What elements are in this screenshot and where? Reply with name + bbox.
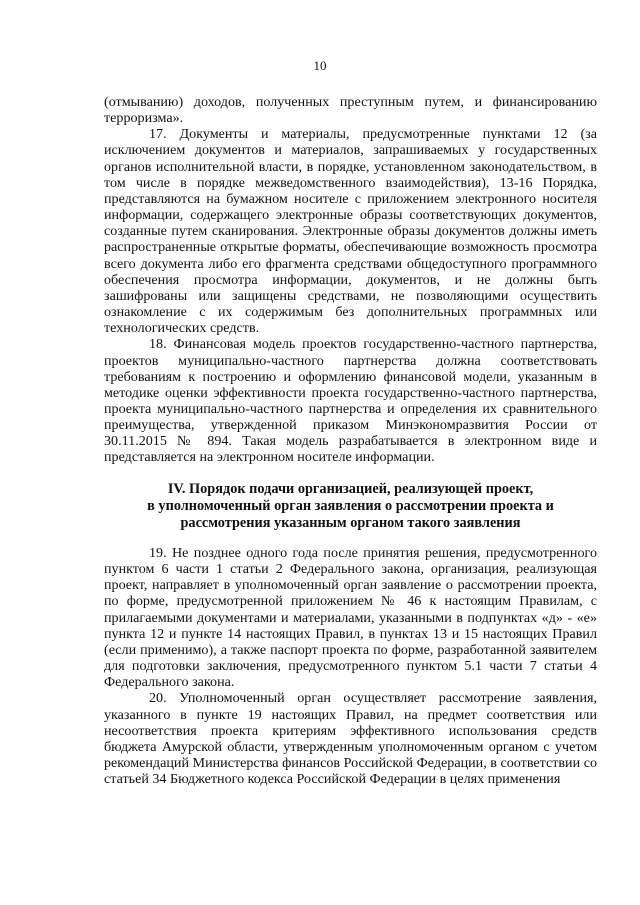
page-number: 10 — [313, 58, 327, 73]
section-heading-line-2: в уполномоченный орган заявления о рассмотрении проекта и — [147, 498, 554, 514]
paragraph-19: 19. Не позднее одного года после принятия решения, предусмотренного пунктом 6 части 1 статьи 2 Федерального закона, организация, реализующая проект, направляет в уполномоченный орган заявление о рассмотрении проекта, по форме, предусмотренной приложением № 46 к настоящим Правилам, с прилагаемыми документами и материалами, указанными в подпунктах «д» - «е» пункта 12 и пункте 14 настоящих Правил, в пунктах 13 и 15 настоящих Правил (если применимо), а также паспорт проекта по форме, разработанной заявителем для подготовки заключения, предусмотренного пунктом 5.1 части 7 статьи 4 Федерального закона. — [104, 545, 597, 691]
text-block-before-heading — [104, 94, 597, 466]
paragraph-20: 20. Уполномоченный орган осуществляет рассмотрение заявления, указанного в пункте 19 настоящих Правил, на предмет соответствия или несоответствия проекта критериям эффективного использования средств бюджета Амурской области, утвержденным уполномоченным органом с учетом рекомендаций Министерства финансов Российской Федерации, в соответствии со статьей 34 Бюджетного кодекса Российской Федерации в целях применения — [104, 690, 597, 788]
text-block-after-heading — [104, 545, 597, 787]
paragraph-continuation: (отмыванию) доходов, полученных преступным путем, и финансированию терроризма». — [104, 94, 597, 127]
section-heading — [104, 481, 597, 532]
paragraph-17: 17. Документы и материалы, предусмотренные пунктами 12 (за исключением документов и материалов, запрашиваемых у государственных органов исполнительной власти, в порядке, установленном законодательством, в том числе в порядке межведомственного взаимодействия), 13-16 Порядка, представляются на бумажном носителе с приложением электронного носителя информации, содержащего электронные образы соответствующих документов, созданные путем сканирования. Электронные образы документов должны иметь распространенные открытые форматы, обеспечивающие возможность просмотра всего документа либо его фрагмента средствами общедоступного программного обеспечения просмотра информации, документов, и не должны быть зашифрованы или защищены средствами, не позволяющими осуществить ознакомление с их содержимым без дополнительных программных или технологических средств. — [104, 126, 597, 337]
section-heading-line-3: рассмотрения указанным органом такого заявления — [180, 515, 521, 531]
section-heading-line-1: IV. Порядок подачи организацией, реализующей проект, — [167, 481, 534, 497]
paragraph-18: 18. Финансовая модель проектов государственно-частного партнерства, проектов муниципально-частного партнерства должна соответствовать требованиям к построению и оформлению финансовой модели, указанным в методике оценки эффективности проекта государственно-частного партнерства, проекта муниципально-частного партнерства и определения их сравнительного преимущества, утвержденной приказом Минэкономразвития России от 30.11.2015 № 894. Такая модель разрабатывается в электронном виде и представляется на электронном носителе информации. — [104, 336, 597, 466]
